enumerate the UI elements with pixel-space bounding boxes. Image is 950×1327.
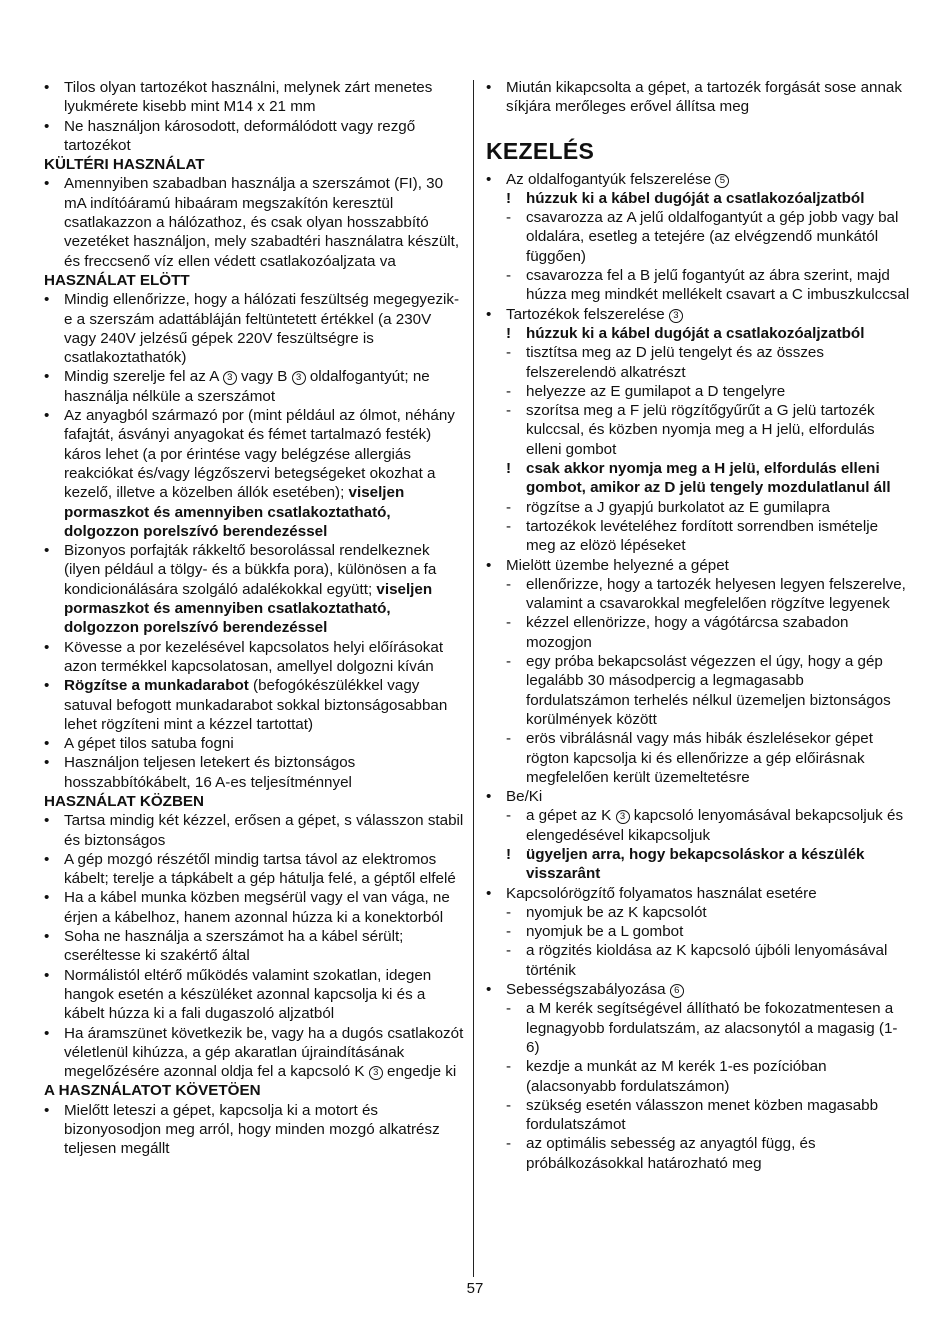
list-item: • Be/Ki [486,788,543,806]
left-column [44,78,464,1159]
sub-item: - egy próba bekapcsolást végezzen el úgy, hogy a gép legalább 30 másodpercig a legmagasabb fordulatszámon terhelés nélkul üzemeljen biztonságos korülmények között [506,653,891,728]
column-divider [473,80,474,1277]
sub-item: - nyomjuk be az K kapcsolót [506,903,707,921]
list-item: • Tilos olyan tartozékot használni, melynek zárt menetes lyukmérete kisebb mint M14 x 21 mm [44,79,433,116]
section-heading-outdoor: KÜLTÉRI HASZNÁLAT [44,156,205,174]
sub-item: - nyomjuk be a L gombot [506,923,684,941]
sub-item: - kezdje a munkát az M kerék 1-es pozícióban (alacsonyabb fordulatszámon) [506,1058,827,1095]
list-item: • Kapcsolórögzítő folyamatos használat esetére [486,884,817,902]
list-item: • Mindig szerelje fel az A 3 vagy B 3 oldalfogantyút; ne használja nélküle a szerszámot [44,368,430,405]
list-item: • Sebességszabályozása 6 [486,980,910,999]
list-item: • Miután kikapcsolta a gépet, a tartozék forgását sose annak síkjára merőleges erővel állítsa meg [486,79,902,116]
warning-item: ! húzzuk ki a kábel dugóját a csatlakozóaljzatból [506,189,865,207]
warning-item: ! ügyeljen arra, hogy bekapcsoláskor a készülék visszarânt [506,845,865,883]
list-item: • Amennyiben szabadban használja a szerszámot (FI), 30 mA indítóáramú hibaáram megszakítón keresztül csatlakazzon a hálózathoz, és csak olyan hosszabbító vezetéket használjon, mely szabadtéri használatra készült, és freccsenő víz ellen védett csatlakozóaljzata va [44,175,460,270]
circled-number: 3 [616,810,630,824]
sub-item: - a rögzités kioldása az K kapcsoló újbóli lenyomásával történik [506,942,888,979]
sub-item: - erös vibrálásnál vagy más hibák észlelésekor gépet rögton kapcsolja ki és ellenőrizze a gép előirásnak megfelelően került üzemeltetésre [506,730,873,786]
section-heading-after-use: A HASZNÁLATOT KÖVETÖEN [44,1082,261,1100]
list-item: • Bizonyos porfajták rákkeltő besorolással rendelkeznek (ilyen például a tölgy- és a bükkfa pora), különösen a fa kondicionálására szolgáló adalékokkal együtt; viseljen pormaszkot és amennyiben csatlakoztatható, dolgozzon porelszívó berendezéssel [44,542,437,637]
circled-number: 5 [715,174,729,188]
list-item: • A gépet tilos satuba fogni [44,735,234,753]
section-heading-kezeles: KEZELÉS [486,137,595,164]
sub-item: - helyezze az E gumilapot a D tengelyre [506,382,786,400]
list-item: • Az anyagból származó por (mint például az ólmot, néhány fafajtát, ásványi anyagokat és fémet tartalmazó festék) káros lehet (a por érintése vagy belégzése allergiás reakciókat és/vagy légzőszervi betegségeket okozhat a kezelő, illetve a közelben állók esetében); viseljen pormaszkot és amennyiben csatlakoztatható, dolgozzon porelszívó berendezéssel [44,407,455,540]
circled-number: 3 [369,1066,383,1080]
sub-item: - az optimális sebesség az anyagtól függ, és próbálkozásokkal határozható meg [506,1135,816,1172]
sub-item: - tisztítsa meg az D jelü tengelyt és az összes felszerelendö alkatrészt [506,344,824,381]
sub-item: - kézzel ellenörizze, hogy a vágótárcsa szabadon mozogjon [506,614,849,651]
list-item: • Tartsa mindig két kézzel, erősen a gépet, s válasszon stabil és biztonságos [44,812,464,849]
section-heading-during-use: HASZNÁLAT KÖZBEN [44,792,205,810]
circled-number: 6 [670,984,684,998]
list-item: • Ne használjon károsodott, deformálódott vagy rezgő tartozékot [44,117,416,154]
list-item: • Rögzítse a munkadarabot (befogókészülékkel vagy satuval befogott munkadarabot sokkal biztonságosabban lehet rögzíteni mint a kézzel tartottat) [44,677,448,733]
list-item: • Mielött üzembe helyezné a gépet [486,556,729,574]
list-item: • Használjon teljesen letekert és biztonságos hosszabbítókábelt, 16 A-es teljesítménnyel [44,754,356,791]
list-item: • Soha ne használja a szerszámot ha a kábel sérült; cseréltesse ki szakértő által [44,928,404,965]
sub-item: - csavarozza az A jelű oldalfogantyút a gép jobb vagy bal oldalára, esetleg a tetejére (az elvégzendő munkától függően) [506,209,899,265]
list-item: • Tartozékok felszerelése 3 [486,305,910,324]
circled-number: 3 [669,309,683,323]
sub-item: - ellenőrizze, hogy a tartozék helyesen legyen felszerelve, valamint a csavarokkal megfelelően rögzítve legyenek [506,575,906,613]
sub-item: - szükség esetén válasszon menet közben magasabb fordulatszámot [506,1096,879,1134]
sub-item: - csavarozza fel a B jelű fogantyút az ábra szerint, majd húzza meg mindkét mellékelt csavart a C imbuszkulccsal [506,267,910,304]
list-item: • Ha a kábel munka közben megsérül vagy el van vága, ne érjen a kábelhoz, hanem azonnal húzza ki a konektorból [44,889,450,926]
list-item: • Az oldalfogantyúk felszerelése 5 [486,170,910,189]
sub-item: - a M kerék segítségével állítható be fokozatmentesen a legnagyobb fordulatszám, az alacsonytól a magasig (1-6) [506,1000,898,1056]
sub-item: - rögzítse a J gyapjú burkolatot az E gumilapra [506,498,830,516]
list-item: • Normálistól eltérő működés valamint szokatlan, idegen hangok esetén a készüléket azonnal kapcsolja ki és a kábelt húzza ki a fali dugaszoló aljzatból [44,966,432,1023]
sub-item: - a gépet az K 3 kapcsoló lenyomásával bekapcsoljuk és elengedésével kikapcsoljuk [506,807,904,844]
list-item: • Kövesse a por kezelésével kapcsolatos helyi előírásokat azon termékkel kapcsolatosan, amellyel dolgozni kíván [44,638,444,675]
sub-item: - tartozékok levételéhez fordított sorrendben ismételje meg az elözö lépéseket [506,517,879,555]
circled-number: 3 [223,371,237,385]
section-heading-before-use: HASZNÁLAT ELÖTT [44,271,190,289]
list-item: • Ha áramszünet következik be, vagy ha a dugós csatlakozót véletlenül kihúzza, a gép akaratlan újraindításának megelőzésére azonnal oldja fel a kapcsoló K 3 engedje ki [44,1024,464,1081]
page-number: 57 [466,1280,484,1297]
list-item: • A gép mozgó részétől mindig tartsa távol az elektromos kábelt; terelje a tápkábelt a gép hátulja felé, a géptől elfelé [44,850,456,888]
circled-number: 3 [292,371,306,385]
warning-item: ! húzzuk ki a kábel dugóját a csatlakozóaljzatból [506,324,865,342]
sub-item: - szorítsa meg a F jelü rögzítőgyűrűt a G jelü tartozék kulccsal, és közben nyomja meg a H jelü, elfordulás elleni gombot [506,402,875,458]
warning-item: ! csak akkor nyomja meg a H jelü, elfordulás elleni gombot, amikor az D jelü tengely mozdulatlanul áll [506,460,891,497]
right-column [486,78,910,1173]
list-item: • Mielőtt leteszi a gépet, kapcsolja ki a motort és bizonyosodjon meg arról, hogy minden mozgó alkatrész teljesen megállt [44,1101,440,1158]
list-item: • Mindig ellenőrizze, hogy a hálózati feszültség megegyezik-e a szerszám adattábláján feltüntetett értékkel (a 230V vagy 240V jelzésű gépek 220V feszültségre is csatlakoztathatók) [44,291,460,367]
